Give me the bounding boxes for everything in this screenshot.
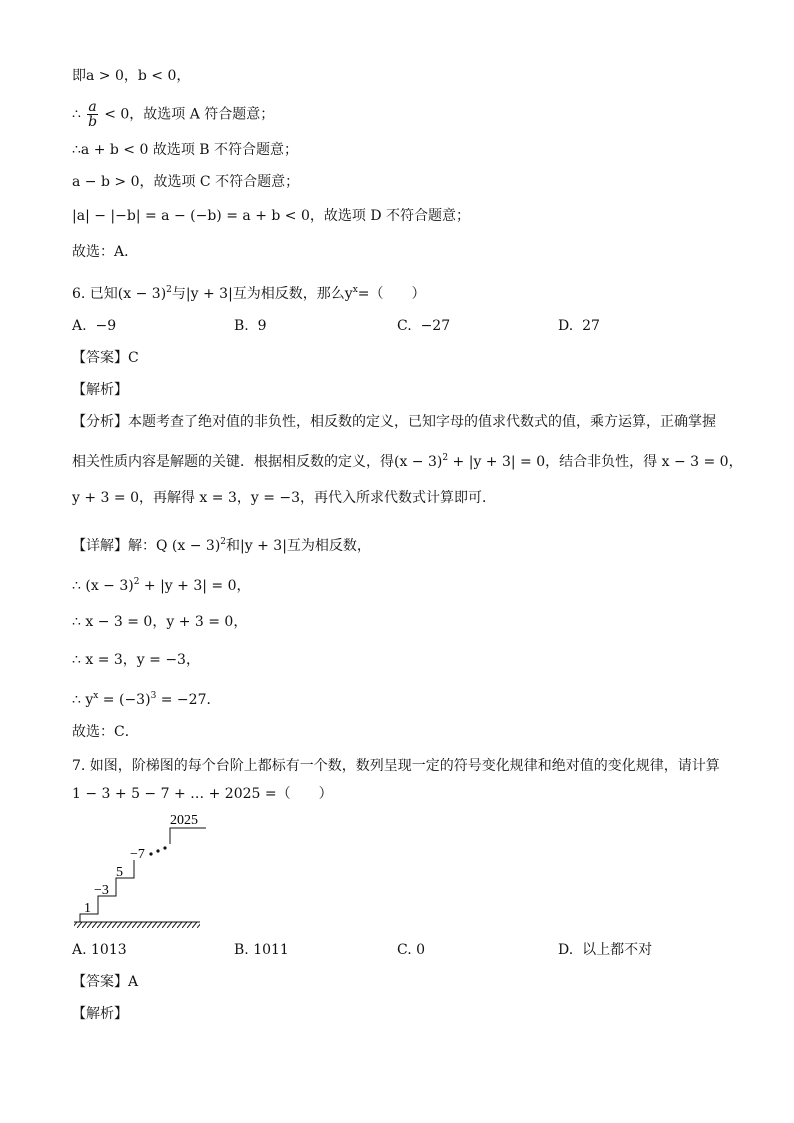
therefore-symbol: ∴ <box>72 106 81 123</box>
staircase-figure <box>72 808 212 932</box>
fenxi-tag: 【分析】 <box>72 414 128 430</box>
detail-text: 和|y + 3|互为相反数， <box>226 538 371 554</box>
answer-value: A <box>128 974 139 990</box>
q6-answer <box>72 348 139 368</box>
ground-hatch <box>74 922 200 928</box>
option-text: 0 <box>416 942 426 958</box>
q7-option-d[interactable] <box>558 940 652 960</box>
detail-text: 解：Q (x − 3) <box>128 538 221 554</box>
option-text: 1011 <box>253 942 289 958</box>
q6-stem-part: =（ ） <box>357 286 426 302</box>
question-7-stem: 7. 如图，阶梯图的每个台阶上都标有一个数，数列呈现一定的符号变化规律和绝对值的变化规律，请计算 <box>72 758 720 774</box>
detail-text: = −27． <box>156 692 221 708</box>
option-label: D. <box>558 318 574 334</box>
q6-fenxi-line <box>72 448 743 472</box>
option-label: A. <box>72 318 87 334</box>
solution-line: |a| − |−b| = a − (−b) = a + b < 0，故选项 D 不符合题意； <box>72 208 470 224</box>
q6-option-a[interactable] <box>72 316 116 336</box>
question-7-expression: 1 − 3 + 5 − 7 + … + 2025 =（ ） <box>72 786 333 802</box>
ellipsis-dot <box>156 849 159 852</box>
option-text: 1013 <box>91 942 127 958</box>
solution-line-fraction <box>72 100 274 129</box>
q6-option-b[interactable] <box>234 316 267 336</box>
solution-conclusion: 故选：A． <box>72 244 139 260</box>
q6-option-d[interactable] <box>558 316 600 336</box>
solution-line: 即a > 0，b < 0， <box>72 68 191 84</box>
step-label: 2025 <box>170 813 198 828</box>
exponent: 2 <box>166 285 172 295</box>
q7-option-b[interactable] <box>234 940 289 960</box>
analysis-tag: 【解析】 <box>72 1006 128 1022</box>
option-text: 9 <box>257 318 267 334</box>
analysis-tag: 【解析】 <box>72 382 128 398</box>
option-text: 27 <box>582 318 600 334</box>
ellipsis-dot <box>163 846 166 849</box>
step-label: −3 <box>94 883 109 898</box>
option-label: A. <box>72 942 87 958</box>
exponent: 2 <box>442 453 449 463</box>
solution-line: ∴a + b < 0 故选项 B 不符合题意； <box>72 142 299 158</box>
fraction-a-over-b <box>87 100 97 129</box>
q7-analysis-heading <box>72 1004 128 1024</box>
detail-tag: 【详解】 <box>72 538 128 554</box>
q6-detail-line <box>72 572 251 596</box>
stair-top-step <box>170 828 206 844</box>
q6-detail-line <box>72 686 220 710</box>
q6-fenxi-line: y + 3 = 0，再解得 x = 3，y = −3，再代入所求代数式计算即可． <box>72 490 497 506</box>
question-6-stem <box>72 280 426 304</box>
solution-line: a − b > 0，故选项 C 不符合题意； <box>72 174 300 190</box>
option-label: B. <box>234 318 249 334</box>
fenxi-text: + |y + 3| = 0，结合非负性，得 x − 3 = 0， <box>448 454 743 470</box>
q7-answer <box>72 972 138 992</box>
fraction-numerator: a <box>88 99 97 115</box>
option-text: −9 <box>95 318 117 334</box>
option-label: C. <box>397 942 412 958</box>
detail-text: + |y + 3| = 0， <box>139 578 251 594</box>
option-label: C. <box>397 318 412 334</box>
option-label: D. <box>558 942 574 958</box>
exponent: x <box>93 691 99 701</box>
step-label: 1 <box>84 901 91 916</box>
option-label: B. <box>234 942 249 958</box>
fenxi-text: 相关性质内容是解题的关键．根据相反数的定义，得(x − 3) <box>72 454 443 470</box>
answer-tag: 【答案】 <box>72 974 128 990</box>
detail-text: = (−3) <box>98 692 151 708</box>
exponent: 2 <box>133 577 140 587</box>
q6-final: 故选：C． <box>72 724 139 740</box>
exponent: 2 <box>220 537 227 547</box>
exponent: 3 <box>150 691 157 701</box>
option-text: 以上都不对 <box>582 942 653 958</box>
q7-option-a[interactable] <box>72 940 127 960</box>
q6-stem-part: 与|y + 3|互为相反数，那么y <box>171 286 353 302</box>
answer-value: C <box>128 350 139 366</box>
q6-detail-line: ∴ x = 3，y = −3， <box>72 652 200 668</box>
fraction-denominator: b <box>88 114 98 130</box>
q6-detail-line: ∴ x − 3 = 0，y + 3 = 0， <box>72 614 248 630</box>
fraction-conclusion: < 0，故选项 A 符合题意； <box>104 106 275 123</box>
q6-detail-line <box>72 532 371 556</box>
q7-option-c[interactable] <box>397 940 425 960</box>
step-label: −7 <box>130 847 145 862</box>
step-label: 5 <box>116 865 123 880</box>
ellipsis-dot <box>149 852 152 855</box>
fenxi-text: 本题考查了绝对值的非负性，相反数的定义，已知字母的值求代数式的值，乘方运算，正确掌握 <box>128 414 716 430</box>
detail-text: ∴ y <box>72 692 94 708</box>
q6-option-c[interactable] <box>397 316 450 336</box>
exponent: x <box>352 285 358 295</box>
option-text: −27 <box>420 318 451 334</box>
answer-tag: 【答案】 <box>72 350 128 366</box>
q6-stem-part: 6. 已知(x − 3) <box>72 286 167 302</box>
detail-text: ∴ (x − 3) <box>72 578 134 594</box>
q6-analysis-heading <box>72 380 128 400</box>
q6-fenxi-line <box>72 412 716 432</box>
